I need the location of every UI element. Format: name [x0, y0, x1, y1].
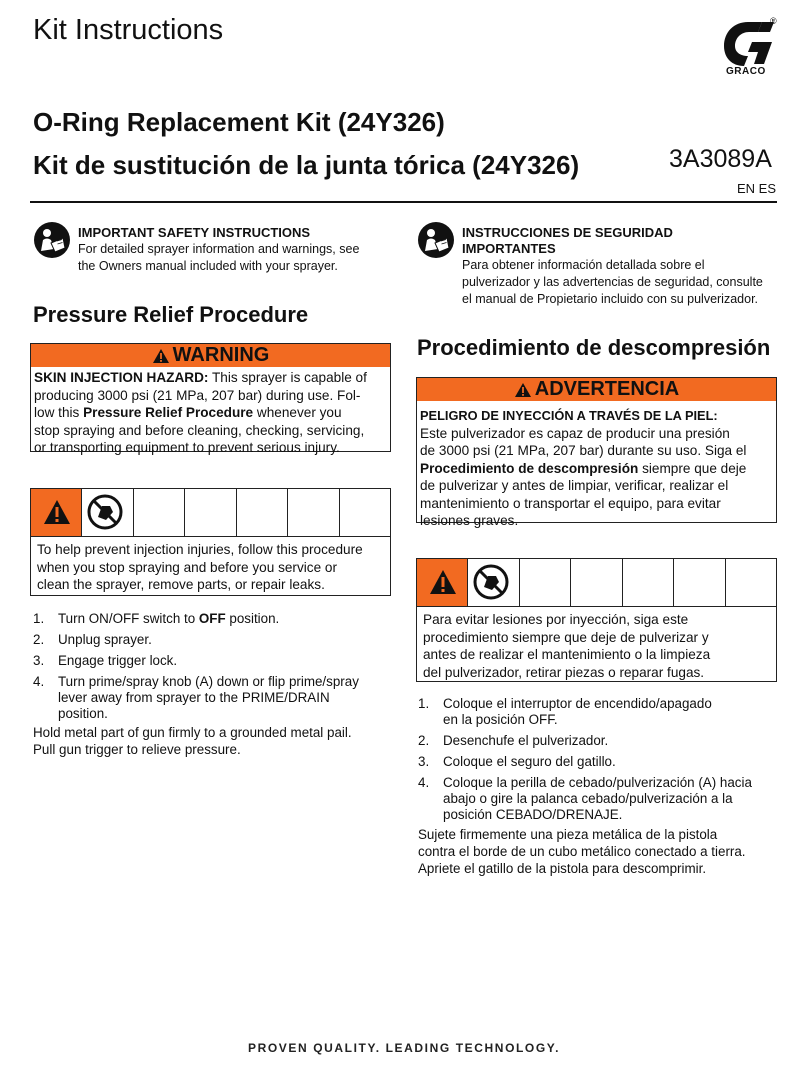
warning-triangle-icon: [514, 382, 532, 398]
en-empty-cell: [237, 489, 288, 536]
en-empty-cell: [288, 489, 339, 536]
es-warning-line-6: lesiones graves.: [420, 513, 519, 528]
es-closing-paragraph: [418, 826, 780, 877]
en-pict-line-1: To help prevent injection injuries, follow this procedure: [37, 542, 363, 557]
step-number: 2.: [33, 632, 45, 647]
es-warning-box: [416, 377, 777, 528]
es-pict-line-4: del pulverizador, retirar piezas o reparar fugas.: [423, 664, 705, 680]
en-empty-cell: [340, 489, 390, 536]
step-text-line: Coloque la perilla de cebado/pulverización (A) hacia: [443, 775, 752, 790]
list-item: [418, 754, 780, 770]
read-manual-icon: [417, 221, 455, 259]
es-warning-line-4: de pulverizar y antes de limpiar, verificar, realizar el: [420, 478, 729, 493]
step-number: 2.: [418, 733, 430, 748]
es-warning-line-3a: Procedimiento de descompresión: [420, 460, 639, 476]
footer-tagline: PROVEN QUALITY. LEADING TECHNOLOGY.: [247, 1041, 561, 1055]
es-warning-label: ADVERTENCIA: [534, 378, 680, 400]
en-warning-box: [30, 343, 391, 455]
en-steps-list: [33, 611, 388, 727]
step-text-line: abajo o gire la palanca cebado/pulverización a la: [443, 791, 733, 806]
en-warning-bar: [31, 344, 390, 367]
es-safety-line-1: Para obtener información detallada sobre el: [462, 258, 705, 272]
read-manual-icon: [33, 221, 71, 259]
hazard-triangle-icon: [43, 498, 71, 526]
hazard-triangle-icon: [429, 568, 457, 596]
es-safety-title-line-1: INSTRUCCIONES DE SEGURIDAD: [462, 225, 673, 240]
en-safety-title: IMPORTANT SAFETY INSTRUCTIONS: [78, 225, 311, 240]
step-text: position.: [225, 611, 280, 626]
en-closing-line-2: Pull gun trigger to relieve pressure.: [33, 742, 241, 757]
step-text-bold: OFF: [198, 611, 226, 626]
step-text-line: Turn prime/spray knob (A) down or flip prime/spray: [58, 674, 359, 689]
en-pictogram-row: [31, 489, 390, 537]
step-text-line: posición CEBADO/DRENAJE.: [443, 807, 623, 822]
en-warning-line-1: This sprayer is capable of: [208, 370, 367, 385]
es-pict-line-1: Para evitar lesiones por inyección, siga este: [423, 612, 689, 627]
es-warning-line-3b: siempre que deje: [638, 460, 747, 476]
es-section-heading: Procedimiento de descompresión: [417, 335, 771, 360]
step-text-line: position.: [58, 706, 108, 721]
es-safety-icon: [417, 221, 455, 264]
en-pict-line-2: when you stop spraying and before you service or: [37, 559, 337, 575]
en-warning-line-4: stop spraying and before cleaning, checking, servicing,: [34, 422, 365, 438]
en-closing-line-1: Hold metal part of gun firmly to a grounded metal pail.: [33, 725, 352, 740]
es-closing-line-3: Apriete el gatillo de la pistola para descomprimir.: [418, 861, 707, 876]
en-warning-line-3c: whenever you: [253, 405, 342, 420]
es-pict-line-2: procedimiento siempre que deje de pulverizar y: [423, 629, 709, 645]
step-text: Turn ON/OFF switch to: [58, 611, 199, 626]
en-section-heading: Pressure Relief Procedure: [33, 302, 309, 327]
list-item: [33, 674, 388, 722]
es-pictogram-row: [417, 559, 776, 607]
es-steps-list: [418, 696, 780, 828]
en-warning-line-3a: low this: [34, 405, 84, 420]
step-text: Coloque el seguro del gatillo.: [443, 754, 616, 769]
en-empty-cell: [185, 489, 236, 536]
step-text-line: en la posición OFF.: [443, 712, 558, 727]
es-empty-cell: [623, 559, 674, 606]
es-warning-line-2: de 3000 psi (21 MPa, 207 bar) durante su uso. Siga el: [420, 443, 747, 458]
graco-wordmark: GRACO: [726, 66, 766, 77]
en-warning-text: [31, 367, 390, 460]
en-warning-line-5: or transporting equipment to prevent serious injury.: [34, 440, 340, 455]
list-item: [33, 611, 388, 627]
en-pict-line-3: clean the sprayer, remove parts, or repair leaks.: [37, 577, 325, 592]
es-pictogram-text: [417, 607, 776, 685]
es-no-hand-cell: [468, 559, 519, 606]
title-english: O-Ring Replacement Kit (24Y326): [33, 107, 445, 137]
es-empty-cell: [726, 559, 776, 606]
graco-logo: [718, 18, 778, 80]
en-no-hand-cell: [82, 489, 133, 536]
list-item: [33, 653, 388, 669]
es-warning-bar: [417, 378, 776, 401]
step-number: 4.: [33, 674, 45, 689]
list-item: [418, 775, 780, 823]
kit-instructions-label: Kit Instructions: [33, 14, 224, 46]
en-safety-icon: [33, 221, 71, 264]
es-warning-hazard: PELIGRO DE INYECCIÓN A TRAVÉS DE LA PIEL:: [420, 408, 718, 423]
warning-triangle-icon: [152, 348, 170, 364]
en-warning-line-3b: Pressure Relief Procedure: [83, 405, 254, 420]
no-hand-spray-icon: [86, 493, 124, 531]
step-number: 3.: [418, 754, 430, 769]
es-warning-line-5: mantenimiento o transportar el equipo, para evitar: [420, 495, 721, 511]
en-pictogram-text: [31, 537, 390, 598]
step-text: Unplug sprayer.: [58, 632, 152, 647]
language-codes: EN ES: [737, 181, 777, 196]
es-safety-title-line-2: IMPORTANTES: [462, 241, 556, 256]
step-number: 1.: [418, 696, 430, 711]
es-empty-cell: [674, 559, 725, 606]
en-pictogram-box: [30, 488, 391, 596]
es-closing-line-1: Sujete firmemente una pieza metálica de la pistola: [418, 827, 718, 842]
step-text: Engage trigger lock.: [58, 653, 178, 668]
es-empty-cell: [520, 559, 571, 606]
no-hand-spray-icon: [472, 563, 510, 601]
es-hazard-cell: [417, 559, 468, 606]
en-warning-hazard: SKIN INJECTION HAZARD:: [34, 370, 209, 385]
document-number: 3A3089A: [669, 145, 772, 173]
en-warning-line-2: producing 3000 psi (21 MPa, 207 bar) during use. Fol-: [34, 387, 361, 403]
step-text: Desenchufe el pulverizador.: [443, 733, 609, 748]
registered-mark: ®: [770, 16, 777, 26]
es-safety-line-2: pulverizador y las advertencias de seguridad, consulte: [462, 275, 763, 289]
list-item: [418, 696, 780, 728]
step-text-line: lever away from sprayer to the PRIME/DRAIN: [58, 690, 330, 705]
es-warning-line-1: Este pulverizador es capaz de producir una presión: [420, 425, 730, 441]
es-safety-line-3: el manual de Propietario incluido con su pulverizador.: [462, 292, 759, 306]
es-pict-line-3: antes de realizar el mantenimiento o la limpieza: [423, 647, 711, 662]
step-number: 4.: [418, 775, 430, 790]
step-number: 3.: [33, 653, 45, 668]
en-hazard-cell: [31, 489, 82, 536]
en-safety-line-2: the Owners manual included with your sprayer.: [78, 259, 338, 273]
en-empty-cell: [134, 489, 185, 536]
en-closing-paragraph: [33, 724, 393, 758]
list-item: [418, 733, 780, 749]
es-closing-line-2: contra el borde de un cubo metálico conectado a tierra.: [418, 844, 746, 859]
title-spanish: Kit de sustitución de la junta tórica (24Y326): [33, 150, 580, 180]
en-safety-line-1: For detailed sprayer information and warnings, see: [78, 242, 360, 256]
list-item: [33, 632, 388, 648]
step-text-line: Coloque el interruptor de encendido/apagado: [443, 696, 712, 711]
step-number: 1.: [33, 611, 45, 626]
es-pictogram-box: [416, 558, 777, 682]
en-warning-label: WARNING: [172, 344, 270, 366]
header-divider: [30, 201, 777, 203]
es-empty-cell: [571, 559, 622, 606]
es-warning-text: [417, 401, 776, 533]
